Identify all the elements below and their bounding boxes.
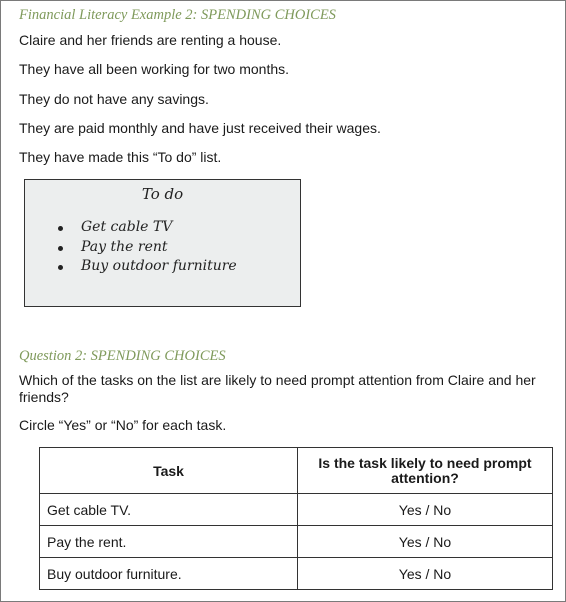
todo-title: To do <box>141 185 184 203</box>
todo-list <box>55 218 237 277</box>
column-header-task: Task <box>40 448 298 494</box>
todo-list-box <box>24 179 301 307</box>
todo-item-label: Buy outdoor furniture <box>81 258 237 274</box>
table-row <box>40 494 553 526</box>
yes-no-answer[interactable]: Yes / No <box>298 494 553 526</box>
table-header-row <box>40 448 553 494</box>
intro-line: They do not have any savings. <box>19 91 209 107</box>
todo-item-label: Get cable TV <box>81 219 173 235</box>
question-text: Which of the tasks on the list are likely to need prompt attention from Claire and her friends? <box>19 372 536 405</box>
intro-line: They have made this “To do” list. <box>19 149 222 165</box>
yes-no-answer[interactable]: Yes / No <box>298 558 553 590</box>
task-cell: Get cable TV. <box>40 494 298 526</box>
table-row <box>40 558 553 590</box>
yes-no-answer[interactable]: Yes / No <box>298 526 553 558</box>
bullet-icon <box>58 265 63 270</box>
example-heading: Financial Literacy Example 2: SPENDING CHOICES <box>19 7 336 23</box>
bullet-icon <box>58 226 63 231</box>
todo-item <box>55 238 237 258</box>
column-header-prompt-attention: Is the task likely to need prompt attention? <box>298 448 553 494</box>
intro-line: They have all been working for two months. <box>19 61 290 77</box>
task-cell: Pay the rent. <box>40 526 298 558</box>
task-cell: Buy outdoor furniture. <box>40 558 298 590</box>
intro-line: They are paid monthly and have just received their wages. <box>19 120 381 136</box>
question-heading: Question 2: SPENDING CHOICES <box>19 348 226 364</box>
todo-item-label: Pay the rent <box>81 238 168 255</box>
table-row <box>40 526 553 558</box>
todo-item <box>55 218 237 238</box>
instruction-text: Circle “Yes” or “No” for each task. <box>19 417 227 433</box>
todo-item <box>55 257 237 277</box>
bullet-icon <box>58 246 63 251</box>
intro-line: Claire and her friends are renting a house. <box>19 32 282 48</box>
task-table <box>39 447 553 590</box>
